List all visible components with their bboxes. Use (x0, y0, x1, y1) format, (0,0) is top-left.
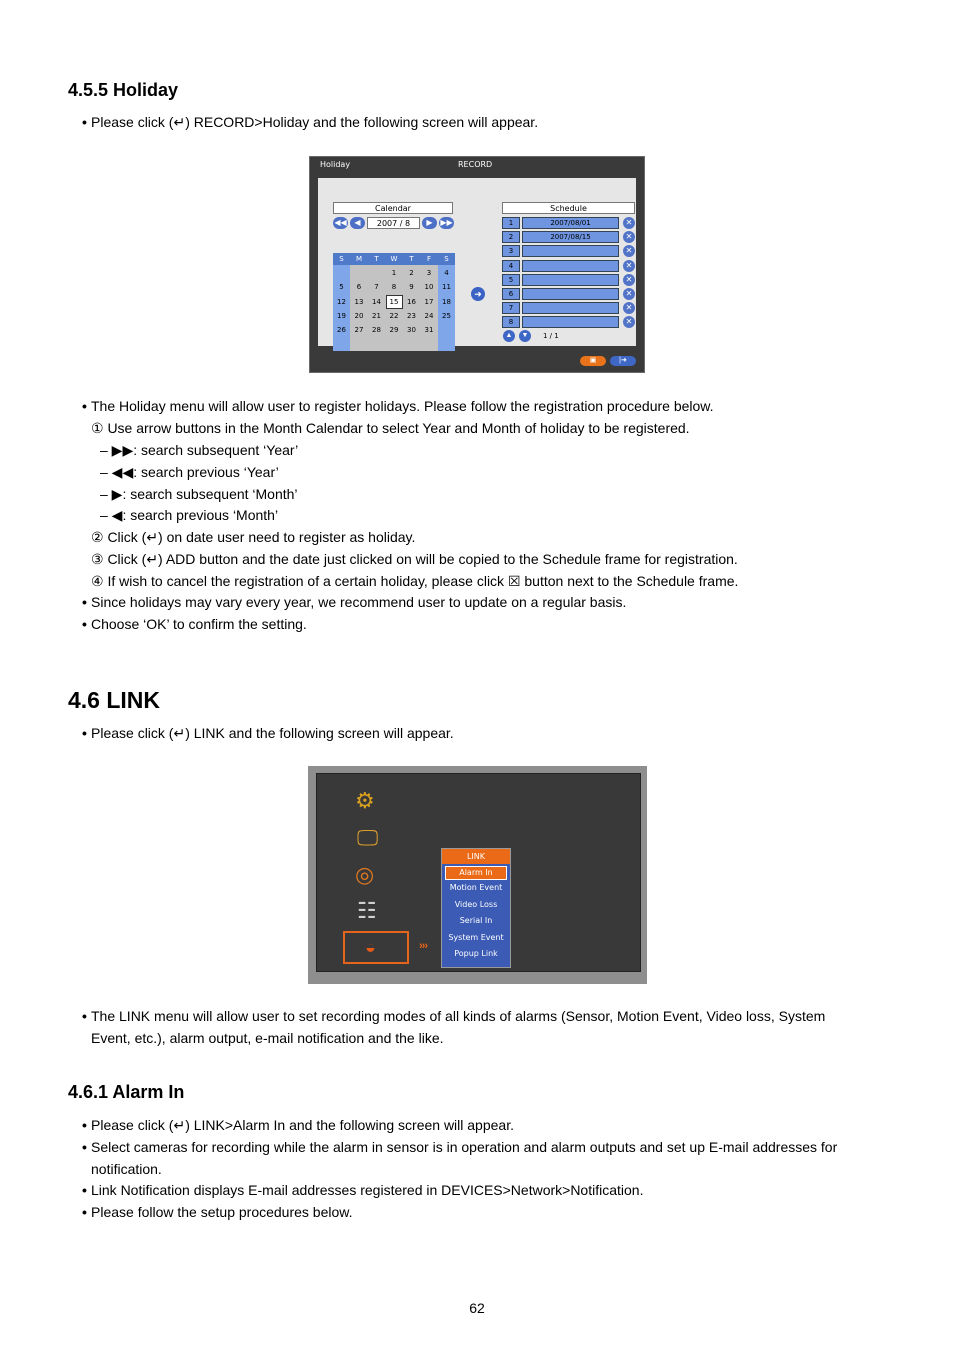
schedule-row-number: 2 (502, 231, 520, 243)
holiday-line-ok: • Choose ‘OK’ to confirm the setting. (91, 614, 307, 634)
schedule-row (502, 245, 633, 257)
page-indicator: 1 / 1 (543, 332, 559, 340)
menu-item-motion-event[interactable]: Motion Event (449, 883, 503, 892)
calendar-day[interactable]: 22 (389, 311, 399, 320)
schedule-row-date (522, 316, 619, 328)
alarm-in-bullet-2-cont: notification. (91, 1161, 162, 1177)
weekday-label: W (390, 255, 398, 263)
menu-item-system-event[interactable]: System Event (448, 933, 504, 942)
schedule-row (502, 274, 633, 286)
calendar-day[interactable]: 15 (386, 295, 403, 309)
alarm-in-bullet-2: • Select cameras for recording while the alarm in sensor is in operation and alarm outputs and set up E-mail addresses for (91, 1137, 837, 1157)
link-screen-inner (316, 773, 641, 972)
delete-icon[interactable]: ✕ (623, 260, 635, 272)
schedule-row-date (522, 302, 619, 314)
delete-icon[interactable]: ✕ (623, 302, 635, 314)
link-screen (308, 766, 647, 984)
section-heading-alarm-in: 4.6.1 Alarm In (68, 1082, 185, 1102)
menu-item-serial-in[interactable]: Serial In (459, 916, 493, 925)
holiday-line-1: • The Holiday menu will allow user to register holidays. Please follow the registration procedure below. (91, 396, 714, 416)
calendar-day[interactable]: 20 (354, 311, 364, 320)
calendar-day[interactable]: 11 (442, 283, 451, 292)
prev-month-button[interactable]: ◀ (350, 217, 365, 229)
calendar-day[interactable]: 7 (374, 283, 379, 292)
schedule-row-number: 7 (502, 302, 520, 314)
calendar-day[interactable]: 21 (372, 311, 381, 320)
calendar-day[interactable]: 10 (424, 283, 434, 292)
schedule-label: Schedule (502, 202, 635, 214)
holiday-intro: • Please click (↵) RECORD>Holiday and the following screen will appear. (91, 112, 538, 132)
holiday-step-1: ① Use arrow buttons in the Month Calendar to select Year and Month of holiday to be registered. (91, 420, 690, 436)
calendar-day[interactable]: 2 (409, 269, 414, 277)
calendar-day[interactable]: 24 (424, 311, 434, 320)
holiday-title-bar (310, 157, 644, 175)
schedule-row-number: 8 (502, 316, 520, 328)
schedule-row (502, 260, 633, 272)
calendar-day[interactable]: 8 (391, 283, 397, 292)
holiday-step-3: ③ Click (↵) ADD button and the date just clicked on will be copied to the Schedule frame for registration. (91, 551, 738, 567)
link-intro: • Please click (↵) LINK and the following screen will appear. (91, 723, 454, 743)
weekday-label: S (339, 255, 344, 263)
schedule-row-number: 3 (502, 245, 520, 257)
schedule-row (502, 217, 633, 229)
calendar-day[interactable]: 4 (444, 269, 449, 277)
display-icon[interactable]: 🖵 (357, 825, 379, 850)
section-heading-link: 4.6 LINK (68, 687, 161, 713)
calendar-day[interactable]: 17 (424, 297, 434, 306)
menu-item-alarm-in[interactable]: Alarm In (445, 866, 507, 880)
link-desc-line-2: Event, etc.), alarm output, e-mail notification and the like. (91, 1030, 444, 1046)
calendar-day[interactable]: 18 (442, 297, 451, 306)
schedule-row-number: 5 (502, 274, 520, 286)
holiday-step-4: ④ If wish to cancel the registration of a certain holiday, please click ☒ button next to the Schedule frame. (91, 573, 739, 589)
weekday-label: T (374, 255, 379, 263)
calendar-day[interactable]: 27 (354, 326, 364, 335)
page-down-button[interactable]: ▼ (519, 330, 531, 342)
calendar-day[interactable]: 26 (337, 326, 346, 335)
schedule-row-number: 4 (502, 260, 520, 272)
holiday-sub-prev-year: – ◀◀: search previous ‘Year’ (100, 464, 279, 480)
page-up-button[interactable]: ▲ (503, 330, 515, 342)
schedule-row-date: 2007/08/01 (522, 217, 619, 229)
alarm-light-icon[interactable]: ◒ (365, 937, 376, 957)
calendar-day[interactable]: 28 (372, 326, 381, 335)
calendar-day[interactable]: 16 (407, 297, 416, 306)
delete-icon[interactable]: ✕ (623, 274, 635, 286)
calendar-day[interactable]: 29 (389, 326, 399, 335)
page-number: 62 (469, 1300, 485, 1316)
exit-button[interactable]: |➜ (610, 356, 636, 366)
menu-item-popup-link[interactable]: Popup Link (454, 949, 498, 958)
record-icon[interactable]: ⚙ (355, 788, 375, 813)
link-submenu (441, 848, 511, 968)
add-button[interactable]: ➜ (471, 287, 485, 301)
schedule-row (502, 302, 633, 314)
alarm-in-bullet-1: • Please click (↵) LINK>Alarm In and the following screen will appear. (91, 1115, 514, 1135)
schedule-row-date (522, 245, 619, 257)
calendar-day[interactable]: 14 (372, 297, 381, 306)
delete-icon[interactable]: ✕ (623, 245, 635, 257)
chevron-right-icon: ››› (419, 940, 427, 952)
calendar-grid (333, 265, 455, 351)
schedule-row-date: 2007/08/15 (522, 231, 619, 243)
calendar-day[interactable]: 3 (426, 269, 432, 277)
schedule-row-number: 1 (502, 217, 520, 229)
weekday-label: S (444, 255, 449, 263)
delete-icon[interactable]: ✕ (623, 288, 635, 300)
link-icon-selected[interactable] (343, 931, 409, 964)
schedule-row-date (522, 260, 619, 272)
month-field: 2007 / 8 (367, 217, 420, 229)
record-title: RECORD (458, 160, 493, 169)
calendar-label: Calendar (333, 202, 453, 214)
next-year-button[interactable]: ▶▶ (440, 218, 453, 227)
calendar-day[interactable]: 31 (424, 326, 434, 335)
calendar-day[interactable]: 6 (356, 283, 362, 292)
calendar-day[interactable]: 13 (354, 297, 364, 306)
next-month-button[interactable]: ▶ (422, 217, 437, 229)
calendar-day[interactable]: 23 (407, 311, 416, 320)
holiday-title: Holiday (320, 160, 351, 169)
calendar-weekday-header (333, 253, 455, 265)
prev-year-button[interactable]: ◀◀ (334, 218, 347, 227)
schedule-row (502, 316, 633, 328)
delete-icon[interactable]: ✕ (623, 316, 635, 328)
alarm-in-bullet-3: • Link Notification displays E-mail addresses registered in DEVICES>Network>Notification. (91, 1180, 643, 1200)
devices-icon[interactable]: ☷ (357, 898, 377, 923)
link-menu-title: LINK (442, 849, 510, 864)
save-button[interactable]: ▣ (580, 356, 606, 366)
alarm-in-bullet-4: • Please follow the setup procedures below. (91, 1202, 353, 1222)
weekday-label: M (355, 255, 363, 263)
holiday-sub-prev-month: – ◀: search previous ‘Month’ (100, 507, 279, 523)
holiday-step-2: ② Click (↵) on date user need to register as holiday. (91, 529, 416, 545)
schedule-row (502, 231, 633, 243)
holiday-sub-next-month: – ▶: search subsequent ‘Month’ (100, 486, 298, 502)
link-desc-line-1: • The LINK menu will allow user to set recording modes of all kinds of alarms (Sensor, Motion Event, Video loss, System (91, 1006, 825, 1026)
calendar-day[interactable]: 30 (407, 326, 416, 335)
weekday-label: T (409, 255, 414, 263)
menu-item-video-loss[interactable]: Video Loss (454, 900, 498, 909)
section-heading-holiday: 4.5.5 Holiday (68, 80, 179, 100)
calendar-day[interactable]: 25 (442, 311, 451, 320)
calendar-day[interactable]: 5 (339, 283, 344, 292)
calendar-day[interactable]: 9 (409, 283, 414, 292)
delete-icon[interactable]: ✕ (623, 217, 635, 229)
calendar-day[interactable]: 1 (391, 269, 397, 277)
holiday-line-regular: • Since holidays may vary every year, we recommend user to update on a regular basis. (91, 592, 626, 612)
schedule-row (502, 288, 633, 300)
schedule-row-date (522, 288, 619, 300)
holiday-panel (318, 178, 636, 346)
weekday-label: F (426, 255, 432, 263)
schedule-row-number: 6 (502, 288, 520, 300)
delete-icon[interactable]: ✕ (623, 231, 635, 243)
calendar-day[interactable]: 12 (337, 297, 346, 306)
schedule-row-date (522, 274, 619, 286)
calendar-day[interactable]: 19 (337, 311, 346, 320)
holiday-sub-next-year: – ▶▶: search subsequent ‘Year’ (100, 442, 299, 458)
holiday-screen (309, 156, 645, 373)
camera-icon[interactable]: ◎ (355, 862, 375, 887)
